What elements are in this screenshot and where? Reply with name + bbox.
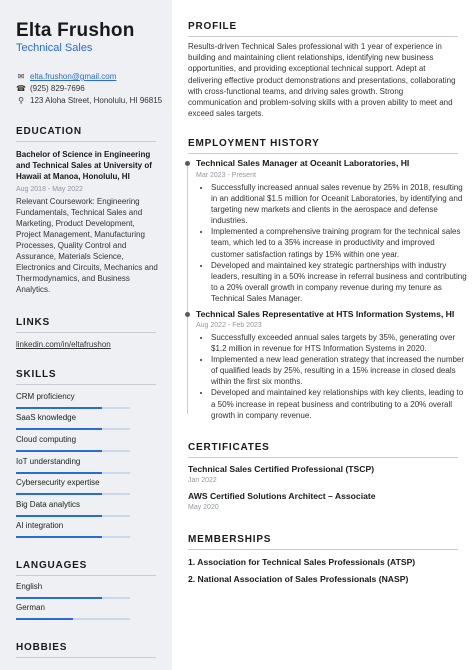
job-bullet: • Implemented a comprehensive training program for the technical sales team, which led to a 35% increase in productivity and improved customer satisfaction ratings by 15% within one year. [211, 226, 469, 259]
education-coursework: Relevant Coursework: Engineering Fundamentals, Technical Sales and Marketing, Product Development, Project Management, Manufacturing Processes, Quality Control and Assurance, Materials Science, Electronics and Circuits, Mechanics and Thermodynamics, and Business Analytics. [16, 197, 158, 294]
divider [16, 384, 156, 385]
profile-heading: PROFILE [188, 21, 237, 32]
education-dates: Aug 2018 - May 2022 [16, 186, 83, 193]
skill-level-bar [16, 472, 130, 474]
timeline-line [187, 166, 188, 414]
divider [16, 657, 156, 658]
timeline-dot [185, 312, 190, 317]
location-pin-icon: ⚲ [18, 96, 24, 105]
job-title: Technical Sales Representative at HTS Information Systems, HI [196, 309, 455, 319]
phone-text: (925) 829-7696 [30, 84, 85, 93]
address-text: 123 Aloha Street, Honolulu, HI 96815 [30, 96, 163, 105]
membership-item: 2. National Association of Sales Professionals (NASP) [188, 574, 409, 584]
language-level-bar [16, 618, 130, 620]
skill-label: AI integration [16, 521, 64, 530]
skill-level-bar [16, 493, 130, 495]
contact-address [16, 96, 162, 105]
hobbies-heading: HOBBIES [16, 642, 68, 653]
contact-phone [16, 84, 85, 93]
linkedin-link[interactable]: linkedin.com/in/eltafrushon [16, 340, 111, 349]
certificates-heading: CERTIFICATES [188, 442, 270, 453]
divider [16, 575, 156, 576]
job-bullets [203, 332, 469, 421]
language-label: German [16, 603, 45, 612]
phone-icon: ☎ [16, 84, 26, 93]
skill-label: IoT understanding [16, 457, 81, 466]
skill-label: CRM proficiency [16, 392, 75, 401]
skill-label: Cybersecurity expertise [16, 478, 100, 487]
skill-level-bar [16, 428, 130, 430]
education-degree: Bachelor of Science in Engineering and Technical Sales at University of Hawaii at Manoa, Honolulu, HI [16, 150, 152, 181]
divider [188, 457, 458, 458]
skills-heading: SKILLS [16, 369, 57, 380]
certificate-date: May 2020 [188, 504, 219, 511]
contact-email [16, 72, 116, 81]
job-dates: Aug 2022 - Feb 2023 [196, 322, 262, 329]
job-bullet: • Implemented a new lead generation strategy that increased the number of qualified leads by 25%, resulting in a 15% increase in closed deals within the first six months. [211, 354, 469, 387]
job-bullet: • Successfully exceeded annual sales targets by 35%, generating over $1.2 million in revenue for HTS Information Systems in 2020. [211, 332, 469, 354]
education-heading: EDUCATION [16, 126, 82, 137]
certificate-name: Technical Sales Certified Professional (TSCP) [188, 464, 375, 474]
divider [188, 36, 458, 37]
skill-level-bar [16, 407, 130, 409]
divider [188, 549, 458, 550]
profile-summary: Results-driven Technical Sales professional with 1 year of experience in building and maintaining client relationships, identifying new business opportunities, and providing exceptional technical support. Adept at delivering effective product demonstrations and presentations, collaborating with cross-functional teams, and driving sales growth. Strong communication and problem-solving skills with a proven ability to meet and exceed sales targets. [188, 42, 456, 119]
job-bullet: • Developed and maintained key relationships with key clients, leading to a 50% increase in repeat business and contributing to a 20% overall growth in company revenue. [211, 387, 469, 420]
language-level-bar [16, 597, 130, 599]
job-bullet: • Developed and maintained key strategic partnerships with industry leaders, resulting in a 50% increase in referral business and contributing to a 20% overall growth in company revenue during my tenure as Technical Sales Manager. [211, 260, 469, 304]
divider [16, 332, 156, 333]
job-dates: Mar 2023 - Present [196, 172, 256, 179]
divider [188, 153, 458, 154]
skill-level-bar [16, 515, 130, 517]
job-bullet: • Successfully increased annual sales revenue by 25% in 2018, resulting in an additional $1.5 million for Oceanit Laboratories, by identifying and targeting new markets and clients in the aerospace and defense industries. [211, 182, 469, 226]
memberships-heading: MEMBERSHIPS [188, 534, 272, 545]
skill-label: SaaS knowledge [16, 413, 77, 422]
skill-label: Big Data analytics [16, 500, 81, 509]
envelope-icon: ✉ [17, 72, 25, 81]
divider [16, 141, 156, 142]
candidate-title: Technical Sales [16, 42, 93, 54]
email-link[interactable]: elta.frushon@gmail.com [30, 72, 117, 81]
job-title: Technical Sales Manager at Oceanit Laboratories, HI [196, 158, 410, 168]
job-bullets [203, 182, 469, 304]
skill-label: Cloud computing [16, 435, 77, 444]
certificate-date: Jan 2022 [188, 477, 217, 484]
skill-level-bar [16, 536, 130, 538]
certificate-name: AWS Certified Solutions Architect – Associate [188, 491, 376, 501]
membership-item: 1. Association for Technical Sales Professionals (ATSP) [188, 557, 416, 567]
language-label: English [16, 582, 43, 591]
skill-level-bar [16, 450, 130, 452]
candidate-name: Elta Frushon [16, 20, 135, 41]
timeline-dot [185, 161, 190, 166]
links-heading: LINKS [16, 317, 50, 328]
languages-heading: LANGUAGES [16, 560, 88, 571]
employment-heading: EMPLOYMENT HISTORY [188, 138, 320, 149]
